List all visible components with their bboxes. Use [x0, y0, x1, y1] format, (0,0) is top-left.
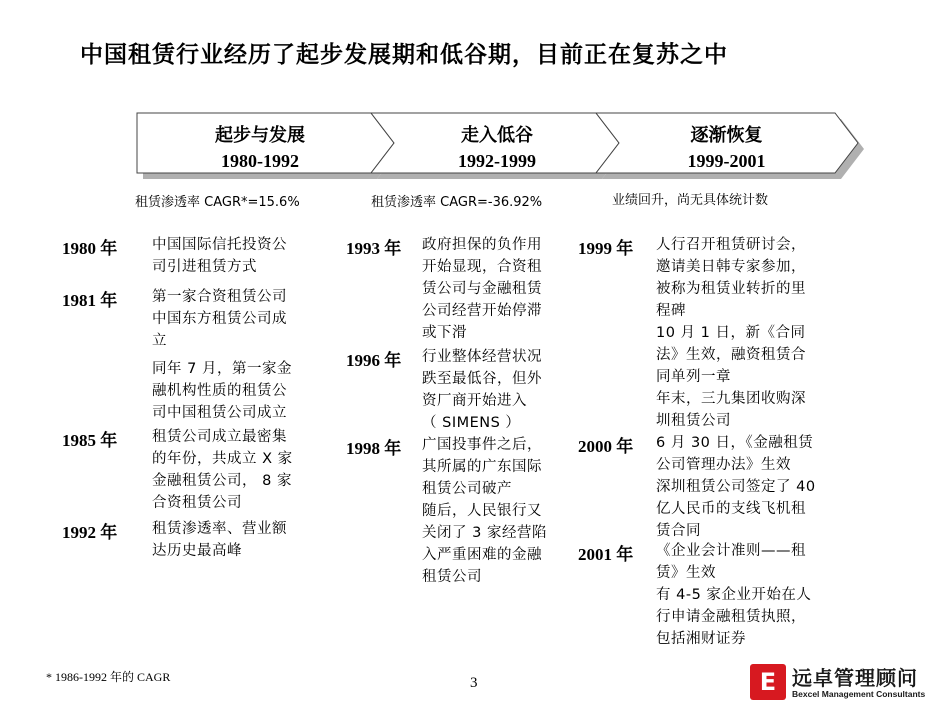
- company-logo: [750, 662, 930, 704]
- phase-2-label: [392, 121, 602, 172]
- phase-2-years: 1992-1999: [458, 151, 536, 171]
- event-1980: [62, 234, 337, 286]
- phase-3-name: 逐渐恢复: [690, 125, 763, 146]
- event-text: 10 月 1 日，新《合同 法》生效，融资租赁合 同单列一章: [656, 325, 806, 385]
- event-year: 1998 年: [346, 439, 402, 458]
- event-text: 深圳租赁公司签定了 40 亿人民币的支线飞机租 赁合同: [656, 479, 816, 539]
- event-text: 租赁公司成立最密集 的年份，共成立 X 家 金融租赁公司， 8 家 合资租赁公司: [152, 429, 293, 511]
- phase-2-name: 走入低谷: [461, 125, 533, 146]
- event-2000: [578, 432, 868, 540]
- event-1985: [62, 426, 337, 518]
- event-year: 1996 年: [346, 351, 402, 370]
- event-1981: [62, 286, 337, 426]
- timeline-column-3: [578, 234, 868, 650]
- timeline-column-1: [62, 234, 337, 562]
- footnote: * 1986-1992 年的 CAGR: [46, 670, 171, 684]
- event-text: 有 4-5 家企业开始在人 行申请金融租赁执照， 包括湘财证券: [656, 587, 812, 647]
- event-1996: [346, 346, 581, 434]
- event-year: 1999 年: [578, 239, 634, 258]
- event-text: 广国投事件之后， 其所属的广东国际 租赁公司破产: [422, 437, 542, 497]
- event-text: 政府担保的负作用 开始显现，合资租 赁公司与金融租赁 公司经营开始停滞 或下滑: [422, 237, 542, 341]
- event-year: 1993 年: [346, 239, 402, 258]
- phase-2-cagr: 租赁渗透率 CAGR=-36.92%: [371, 195, 543, 210]
- phase-1-years: 1980-1992: [221, 151, 299, 171]
- event-year: 1992 年: [62, 523, 118, 542]
- logo-mark-icon: E: [750, 664, 786, 700]
- event-year: 1980 年: [62, 239, 118, 258]
- slide-title: 中国租赁行业经历了起步发展期和低谷期，目前正在复苏之中: [80, 42, 728, 68]
- event-text: 《企业会计准则——租 赁》生效: [656, 543, 806, 581]
- phase-1-name: 起步与发展: [215, 125, 305, 146]
- event-year: 2001 年: [578, 545, 634, 564]
- phase-3-years: 1999-2001: [687, 151, 766, 171]
- logo-subtitle: Bexcel Management Consultants: [792, 689, 926, 699]
- event-2001: [578, 540, 868, 650]
- phase-1-label: [150, 121, 370, 172]
- event-text: 年末，三九集团收购深 圳租赁公司: [656, 391, 806, 429]
- event-1992: [62, 518, 337, 562]
- event-text: 中国国际信托投资公 司引进租赁方式: [152, 237, 287, 275]
- event-text: 人行召开租赁研讨会， 邀请美日韩专家参加， 被称为租赁业转折的里 程碑: [656, 237, 806, 319]
- logo-name: 远卓管理顾问: [792, 666, 918, 690]
- event-year: 2000 年: [578, 437, 634, 456]
- event-text: 同年 7 月，第一家金 融机构性质的租赁公 司中国租赁公司成立: [152, 361, 292, 421]
- event-text: 租赁渗透率、营业额 达历史最高峰: [152, 521, 287, 559]
- event-text: 随后，人民银行又 关闭了 3 家经营陷 入严重困难的金融 租赁公司: [422, 503, 547, 585]
- event-text: 行业整体经营状况 跌至最低谷，但外 资厂商开始进入 （ SIMENS ）: [422, 349, 542, 431]
- phase-1-cagr: 租赁渗透率 CAGR*=15.6%: [135, 195, 300, 210]
- timeline-column-2: [346, 234, 581, 588]
- event-year: 1985 年: [62, 431, 118, 450]
- event-text: 6 月 30 日，《金融租赁 公司管理办法》生效: [656, 435, 814, 473]
- event-year: 1981 年: [62, 291, 118, 310]
- event-text: 第一家合资租赁公司 中国东方租赁公司成 立: [152, 289, 287, 349]
- event-1998: [346, 434, 581, 588]
- phase-3-cagr: 业绩回升，尚无具体统计数: [612, 193, 769, 208]
- event-1999: [578, 234, 868, 432]
- event-1993: [346, 234, 581, 346]
- phase-3-label: [614, 121, 839, 172]
- page-number: 3: [470, 675, 478, 691]
